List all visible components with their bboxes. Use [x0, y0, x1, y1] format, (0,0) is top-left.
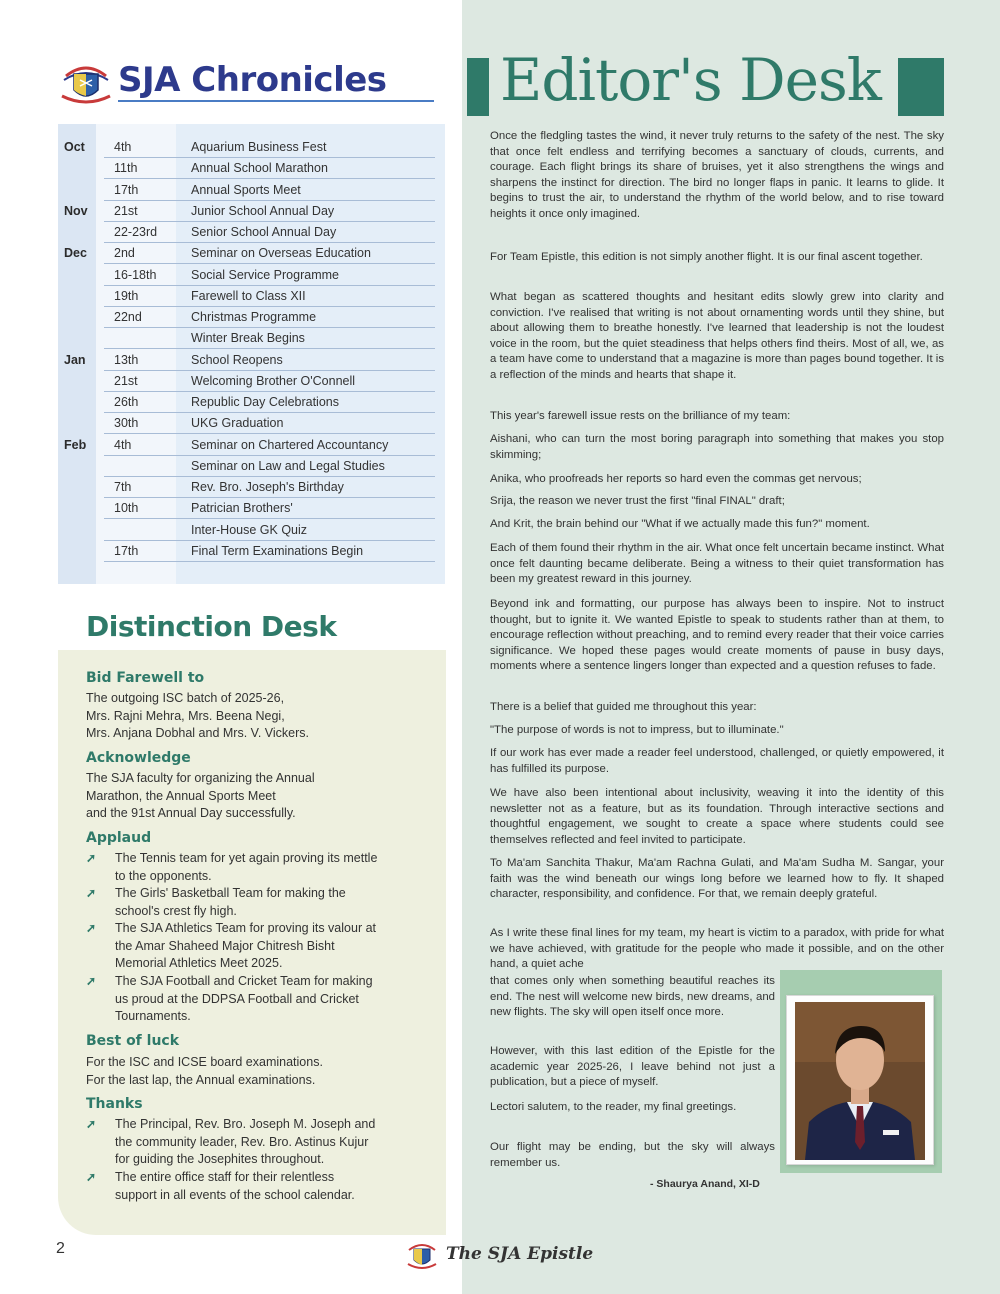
applaud-line: school's crest fly high. [115, 903, 237, 918]
chronicles-divider [118, 100, 434, 102]
farewell-line: The outgoing ISC batch of 2025-26, [86, 691, 285, 705]
calendar-date: 13th [114, 352, 139, 367]
calendar-date: 22-23rd [114, 225, 158, 239]
farewell-heading: Bid Farewell to [86, 670, 205, 686]
applaud-item [86, 973, 426, 1026]
calendar-event: Farewell to Class XII [191, 288, 306, 303]
title-accent-bar-left [467, 58, 489, 116]
acknowledge-line: The SJA faculty for organizing the Annual [86, 771, 315, 785]
editor-title: Editor's Desk [500, 46, 881, 114]
north-east-arrow-icon: ➚ [86, 851, 97, 865]
applaud-line: us proud at the DDPSA Football and Cricket [115, 991, 359, 1006]
chronicles-title: SJA Chronicles [118, 60, 387, 100]
calendar-date: 30th [114, 416, 139, 431]
calendar-date: 2nd [114, 246, 135, 261]
calendar-row [58, 350, 445, 371]
calendar-event: Aquarium Business Fest [191, 140, 327, 154]
calendar-date: 10th [114, 501, 139, 516]
calendar-date: 17th [114, 543, 139, 558]
calendar-row [58, 201, 445, 222]
editor-paragraph: We have also been intentional about inclusivity, weaving it into the identity of this newsletter not as a feature, but as its foundation. Through interactive sections and thoughtful engagement, we sought to create a space where students could see themselves reflected and feel invited to participate. [490, 787, 944, 846]
applaud-line: Tournaments. [115, 1009, 191, 1023]
calendar-row [58, 158, 445, 179]
acknowledge-line: Marathon, the Annual Sports Meet [86, 788, 276, 803]
calendar-event: Junior School Annual Day [191, 203, 335, 218]
calendar-event: Seminar on Law and Legal Studies [191, 458, 385, 473]
calendar-row [58, 392, 445, 413]
calendar-event: Christmas Programme [191, 310, 317, 324]
calendar-row [58, 286, 445, 307]
calendar-date: 22nd [114, 310, 142, 324]
farewell-line: Mrs. Anjana Dobhal and Mrs. V. Vickers. [86, 726, 310, 740]
best-of-luck-line: For the last lap, the Annual examinations. [86, 1072, 316, 1087]
calendar-row-divider [104, 561, 435, 562]
distinction-title: Distinction Desk [86, 610, 337, 643]
calendar-event: Annual School Marathon [191, 161, 328, 176]
editor-signature: - Shaurya Anand, XI-D [650, 1178, 760, 1190]
calendar-date: 4th [114, 140, 132, 154]
calendar-row [58, 520, 445, 541]
calendar-row [58, 180, 445, 201]
calendar-date: 16-18th [114, 267, 157, 282]
calendar-event: Social Service Programme [191, 267, 339, 282]
calendar-event: Annual Sports Meet [191, 182, 301, 197]
calendar-date: 17th [114, 182, 139, 197]
calendar-date: 11th [114, 161, 138, 176]
editor-paragraph: Our flight may be ending, but the sky will always remember us. [490, 1141, 775, 1169]
editor-paragraph: If our work has ever made a reader feel understood, challenged, or quietly empowered, it has fulfilled its purpose. [490, 747, 944, 775]
publication-title: The SJA Epistle [446, 1244, 594, 1264]
thanks-line: for guiding the Josephites throughout. [115, 1152, 325, 1166]
applaud-line: Memorial Athletics Meet 2025. [115, 956, 283, 970]
editor-paragraph: that comes only when something beautiful reaches its end. The nest will welcome new birds, new dreams, and new flights. The sky will open itself once more. [490, 975, 775, 1019]
footer-crest-icon [405, 1238, 439, 1272]
applaud-item [86, 885, 426, 920]
calendar-row [58, 137, 445, 158]
thanks-item [86, 1116, 426, 1169]
applaud-line: The SJA Football and Cricket Team for making [115, 974, 373, 988]
north-east-arrow-icon: ➚ [86, 974, 97, 988]
north-east-arrow-icon: ➚ [86, 886, 97, 900]
calendar-row [58, 498, 445, 519]
calendar-row [58, 435, 445, 456]
calendar-row [58, 222, 445, 243]
north-east-arrow-icon: ➚ [86, 1117, 97, 1131]
farewell-text [86, 690, 426, 743]
editor-paragraph: Each of them found their rhythm in the air. What once felt uncertain became instinct. What once felt daunting became deliberate. Being a witness to their quiet transformation has been my greatest reward in this journey. [490, 542, 944, 586]
thanks-line: The Principal, Rev. Bro. Joseph M. Joseph and [115, 1117, 376, 1131]
calendar-date: 21st [114, 373, 138, 388]
editor-paragraph: For Team Epistle, this edition is not simply another flight. It is our final ascent together. [490, 251, 923, 263]
applaud-line: The Tennis team for yet again proving its mettle [115, 851, 378, 865]
applaud-item [86, 920, 426, 973]
calendar-month: Oct [64, 140, 85, 154]
applaud-line: to the opponents. [115, 868, 212, 883]
calendar-event: Seminar on Chartered Accountancy [191, 437, 389, 452]
calendar-row [58, 477, 445, 498]
thanks-line: The entire office staff for their relentless [115, 1170, 335, 1184]
calendar-event: Patrician Brothers' [191, 501, 293, 516]
editor-portrait-image [795, 1002, 925, 1160]
applaud-item [86, 850, 426, 885]
calendar-event: Senior School Annual Day [191, 225, 337, 239]
calendar-event: School Reopens [191, 352, 283, 367]
school-crest-icon [58, 58, 114, 106]
calendar-date: 19th [114, 288, 139, 303]
calendar-event: UKG Graduation [191, 416, 284, 431]
calendar-month: Dec [64, 246, 87, 261]
editor-quote: "The purpose of words is not to impress, but to illuminate." [490, 724, 784, 736]
best-of-luck-heading: Best of luck [86, 1033, 180, 1049]
best-of-luck-text [86, 1054, 426, 1089]
calendar-row [58, 413, 445, 434]
calendar-event: Seminar on Overseas Education [191, 246, 371, 261]
editor-paragraph: Beyond ink and formatting, our purpose has always been to inspire. Not to instruct thought, but to ignite it. We wanted Epistle to speak to students rather than at them, to encourage reflection without preaching, and to remind every reader that their voice carries significance. We hoped these pages would create moments of pause in busy days, moments where a sentence lingers longer than expected and a question refuses to fade. [490, 598, 944, 673]
thanks-heading: Thanks [86, 1096, 143, 1112]
editor-paragraph: There is a belief that guided me throughout this year: [490, 701, 757, 713]
applaud-line: the Amar Shaheed Major Chitresh Bisht [115, 938, 335, 953]
editor-paragraph: However, with this last edition of the Epistle for the academic year 2025-26, I leave behind not just a publication, but a piece of myself. [490, 1045, 775, 1089]
calendar-row [58, 371, 445, 392]
title-accent-bar-right [898, 58, 944, 116]
thanks-line: support in all events of the school calendar. [115, 1187, 355, 1202]
acknowledge-heading: Acknowledge [86, 750, 191, 766]
best-of-luck-line: For the ISC and ICSE board examinations. [86, 1055, 323, 1069]
calendar-row [58, 456, 445, 477]
calendar-month: Feb [64, 437, 87, 452]
applaud-line: The SJA Athletics Team for proving its valour at [115, 921, 377, 935]
editor-paragraph: Srija, the reason we never trust the first "final FINAL" draft; [490, 495, 785, 507]
thanks-line: the community leader, Rev. Bro. Astinus Kujur [115, 1134, 369, 1149]
applaud-line: The Girls' Basketball Team for making the [115, 886, 346, 900]
calendar-event: Inter-House GK Quiz [191, 522, 308, 537]
calendar-event: Final Term Examinations Begin [191, 543, 364, 558]
editor-paragraph: Anika, who proofreads her reports so hard even the commas get nervous; [490, 473, 862, 485]
farewell-line: Mrs. Rajni Mehra, Mrs. Beena Negi, [86, 708, 285, 723]
editor-paragraph: Aishani, who can turn the most boring paragraph into something that makes you stop skimming; [490, 433, 944, 461]
editor-paragraph: And Krit, the brain behind our "What if we actually made this fun?" moment. [490, 518, 870, 530]
calendar-row [58, 541, 445, 562]
editor-paragraph: To Ma'am Sanchita Thakur, Ma'am Rachna Gulati, and Ma'am Sudha M. Sangar, your faith was the wind beneath our wings long before we learned how to fly. It shaped character, responsibility, and confidence. For that, we remain deeply grateful. [490, 857, 944, 901]
calendar-event: Welcoming Brother O'Connell [191, 373, 356, 388]
calendar-row [58, 265, 445, 286]
editor-paragraph: This year's farewell issue rests on the brilliance of my team: [490, 410, 791, 422]
calendar-event: Rev. Bro. Joseph's Birthday [191, 480, 344, 494]
calendar-date: 26th [114, 395, 139, 409]
north-east-arrow-icon: ➚ [86, 921, 97, 935]
calendar-row [58, 328, 445, 349]
calendar-row [58, 243, 445, 264]
editor-paragraph: What began as scattered thoughts and hesitant edits slowly grew into clarity and conviction. I've realised that writing is not about ornamenting words until they shine, but about allowing them to breathe honestly. I've learned that leadership is not the loudest voice in the room, but the quiet steadiness that helps others find theirs. Most of all, we, as a team have come to understand that a magazine is more than pages bound together. It is a reflection of the minds and hearts that shape it. [490, 291, 945, 381]
calendar-date: 21st [114, 203, 138, 218]
calendar-month: Nov [64, 203, 88, 218]
applaud-heading: Applaud [86, 830, 152, 846]
editor-paragraph: Once the fledgling tastes the wind, it never truly returns to the safety of the nest. The sky that once felt endless and terrifying becomes a sanctuary of clouds, currents, and courage. Each flight brings its share of bruises, yet it also strengthens the wings and sharpens the instinct for direction. The bird no longer flaps in panic. It learns to glide. It begins to trust the air, to understand the rhythm of the world below, and to rise toward heights it once only imagined. [490, 130, 944, 220]
page-number: 2 [56, 1240, 65, 1257]
north-east-arrow-icon: ➚ [86, 1170, 97, 1184]
editor-paragraph: As I write these final lines for my team, my heart is victim to a paradox, with pride for what we have achieved, with gratitude for the people who made it possible, and on the other hand, a quiet ache [490, 927, 944, 971]
acknowledge-text [86, 770, 426, 823]
thanks-item [86, 1169, 426, 1204]
calendar-row [58, 307, 445, 328]
calendar-month: Jan [64, 352, 86, 367]
acknowledge-line: and the 91st Annual Day successfully. [86, 806, 296, 820]
calendar-event: Republic Day Celebrations [191, 395, 339, 409]
calendar-date: 7th [114, 480, 132, 494]
editor-paragraph: Lectori salutem, to the reader, my final greetings. [490, 1101, 737, 1113]
calendar-event: Winter Break Begins [191, 331, 305, 346]
calendar-date: 4th [114, 437, 132, 452]
